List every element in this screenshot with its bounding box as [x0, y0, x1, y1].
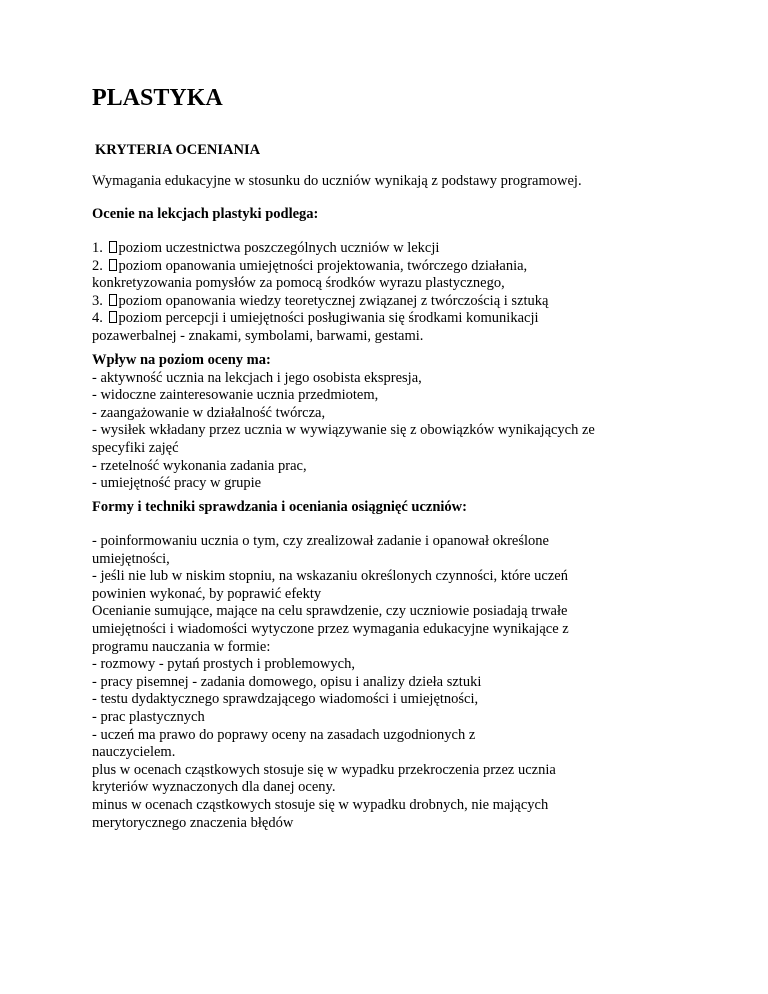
list-item-continuation: powinien wykonać, by poprawić efekty — [92, 585, 322, 602]
missing-glyph-icon — [109, 294, 117, 306]
list-item: - poinformowaniu ucznia o tym, czy zrealizował zadanie i opanował określone — [92, 533, 549, 549]
text-line: minus w ocenach cząstkowych stosuje się w wypadku drobnych, nie mających — [92, 796, 549, 813]
section3-heading: Formy i techniki sprawdzania i oceniania osiągnięć uczniów: — [92, 499, 467, 515]
section2-block — [92, 352, 732, 493]
list-number: 1. — [92, 240, 103, 256]
list-item — [92, 240, 732, 258]
section1-heading: Ocenie na lekcjach plastyki podlega: — [92, 206, 319, 222]
list-item — [92, 258, 732, 276]
intro-paragraph: Wymagania edukacyjne w stosunku do uczniów wynikają z podstawy programowej. — [92, 173, 582, 189]
missing-glyph-icon — [109, 259, 117, 271]
text-line: kryteriów wyznaczonych dla danej oceny. — [92, 779, 336, 796]
list-item: - uczeń ma prawo do poprawy oceny na zasadach uzgodnionych z — [92, 726, 476, 743]
section1-list — [92, 240, 732, 346]
list-item: - zaangażowanie w działalność twórcza, — [92, 404, 326, 421]
list-item: - jeśli nie lub w niskim stopniu, na wskazaniu określonych czynności, które uczeń — [92, 568, 568, 585]
page-title: PLASTYKA — [92, 85, 223, 111]
missing-glyph-icon — [109, 241, 117, 253]
list-number: 4. — [92, 310, 103, 327]
text-line: plus w ocenach cząstkowych stosuje się w wypadku przekroczenia przez ucznia — [92, 761, 556, 778]
list-item: - wysiłek wkładany przez ucznia w wywiązywanie się z obowiązków wynikających ze — [92, 422, 595, 439]
list-item-continuation: specyfiki zajęć — [92, 439, 179, 456]
list-item: - prac plastycznych — [92, 708, 205, 725]
list-number: 3. — [92, 292, 103, 309]
list-item — [92, 293, 732, 311]
list-item-continuation: pozawerbalnej - znakami, symbolami, barwami, gestami. — [92, 327, 424, 344]
list-item-continuation: nauczycielem. — [92, 744, 176, 761]
list-item-text: poziom opanowania wiedzy teoretycznej związanej z twórczością i sztuką — [118, 292, 549, 309]
list-item: - rozmowy - pytań prostych i problemowych, — [92, 656, 355, 673]
list-item-text: poziom percepcji i umiejętności posługiwania się środkami komunikacji — [118, 310, 539, 327]
section2-heading: Wpływ na poziom oceny ma: — [92, 352, 271, 368]
text-line: Ocenianie sumujące, mające na celu sprawdzenie, czy uczniowie posiadają trwałe — [92, 603, 568, 620]
list-item — [92, 310, 732, 328]
list-item: - testu dydaktycznego sprawdzającego wiadomości i umiejętności, — [92, 691, 479, 708]
list-item: - umiejętność pracy w grupie — [92, 475, 262, 492]
list-item: - pracy pisemnej - zadania domowego, opisu i analizy dzieła sztuki — [92, 673, 482, 690]
text-line: merytorycznego znaczenia błędów — [92, 814, 294, 831]
document-subtitle: KRYTERIA OCENIANIA — [95, 142, 261, 158]
list-item: - rzetelność wykonania zadania prac, — [92, 457, 307, 474]
list-number: 2. — [92, 257, 103, 274]
text-line: programu nauczania w formie: — [92, 638, 271, 655]
list-item-text: poziom uczestnictwa poszczególnych uczniów w lekcji — [118, 240, 440, 256]
list-item: - widoczne zainteresowanie ucznia przedmiotem, — [92, 387, 379, 404]
list-item: - aktywność ucznia na lekcjach i jego osobista ekspresja, — [92, 369, 422, 386]
list-item-continuation: konkretyzowania pomysłów za pomocą środków wyrazu plastycznego, — [92, 275, 505, 292]
missing-glyph-icon — [109, 311, 117, 323]
section3-list — [92, 533, 732, 832]
text-line: umiejętności i wiadomości wytyczone przez wymagania edukacyjne wynikające z — [92, 620, 569, 637]
list-item-continuation: umiejętności, — [92, 550, 170, 567]
list-item-text: poziom opanowania umiejętności projektowania, twórczego działania, — [118, 257, 528, 274]
